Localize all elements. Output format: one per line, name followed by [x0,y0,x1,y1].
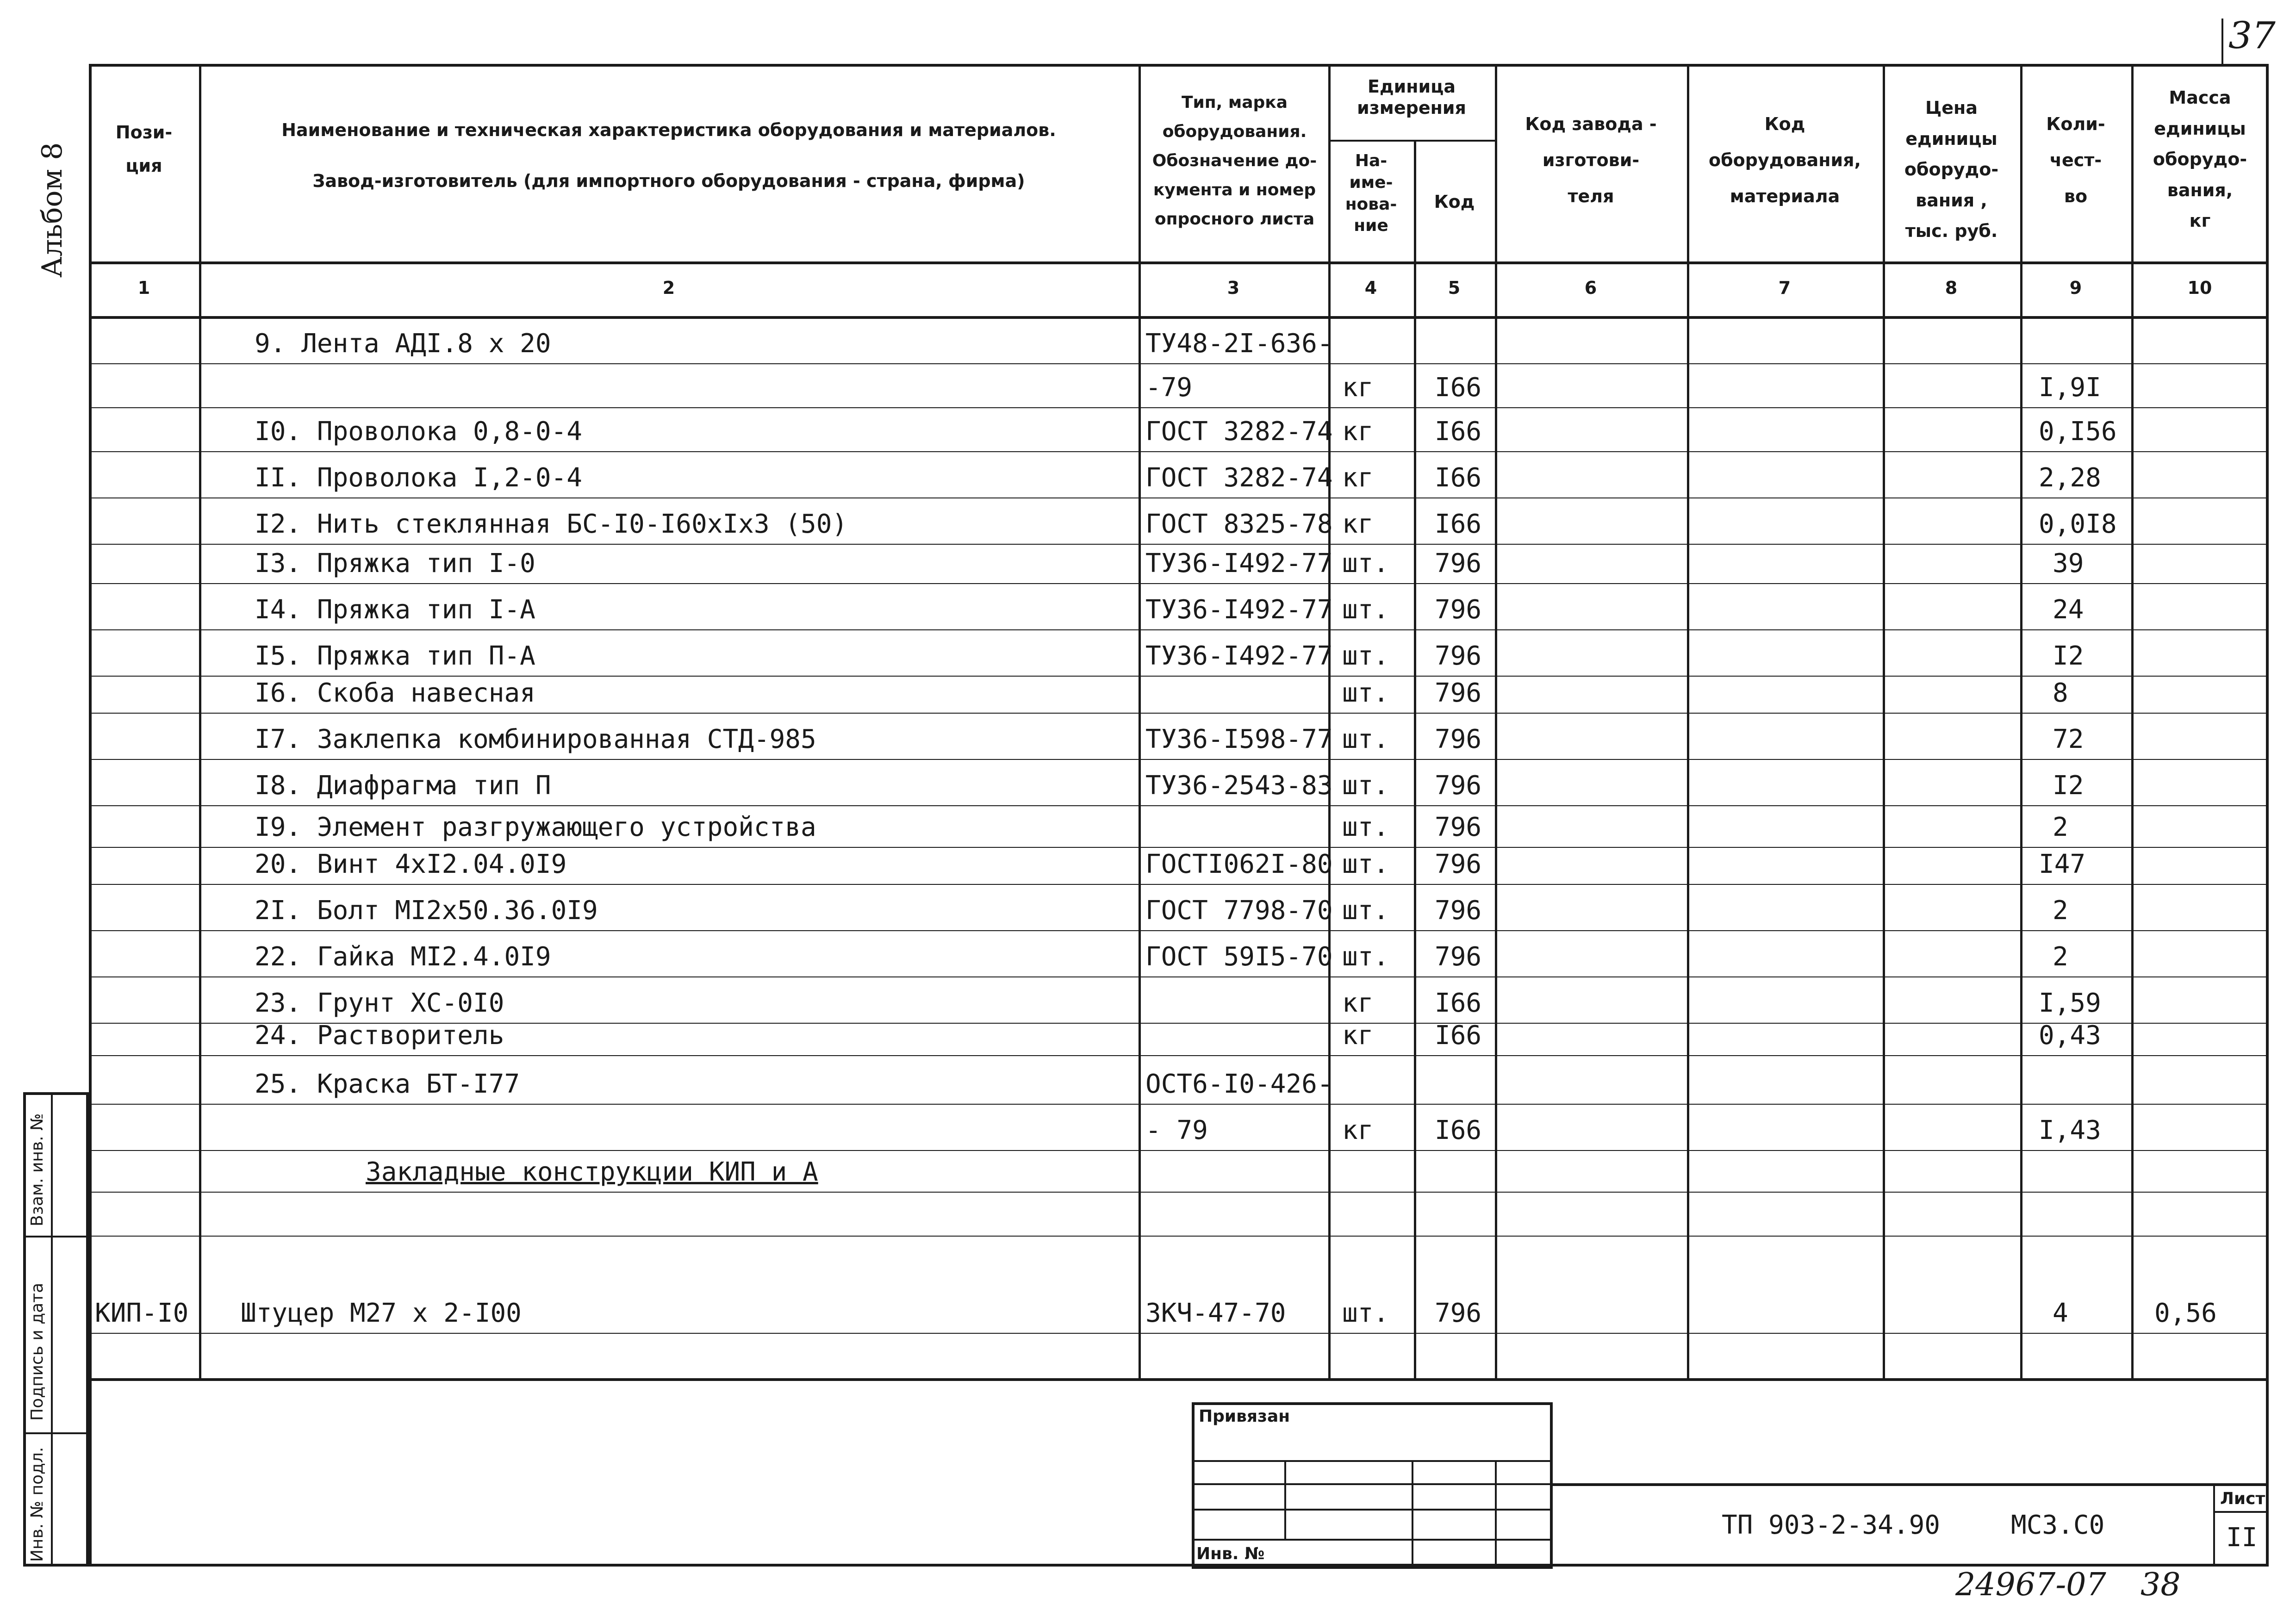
hdr-factory-code: Код завода - изготови- теля [1525,114,1657,206]
row-cell-qty: 2 [2053,942,2068,972]
doc-code-line [1553,1483,2269,1486]
row-cell-code: 796 [1435,812,1482,842]
hdr-type: Тип, марка оборудования. Обозначение до- кумента и номер опросного листа [1152,93,1317,229]
row-cell-qty: 4 [2053,1298,2068,1328]
row-divider [89,759,2269,760]
row-cell-type: ТУ36-I492-77 [1145,641,1333,671]
row-divider [89,451,2269,452]
row-cell-qty: 0,43 [2039,1020,2101,1051]
row-cell-code: I66 [1435,1115,1482,1145]
hdr-unit-name: На- име- нова- ние [1345,151,1397,236]
side-stamp-line [23,1432,89,1434]
bottom-handwritten-number: 24967-07 [1955,1567,2106,1603]
colnum-2: 2 [662,278,675,298]
row-divider [89,1104,2269,1105]
row-cell-qty: I,59 [2039,988,2101,1018]
header-bottom-line [89,261,2269,264]
row-cell-qty: 2 [2053,895,2068,926]
row-cell-code: 796 [1435,1298,1482,1328]
row-divider [89,930,2269,931]
col-line [1495,64,1497,1378]
row-divider [89,1333,2269,1334]
table-end-line [89,1378,2269,1381]
row-cell-type: ТУ36-I492-77 [1145,548,1333,578]
stamp-signature-date: Подпись и дата [28,1282,47,1421]
stamp-line [1192,1483,1553,1485]
row-cell-code: 796 [1435,595,1482,625]
doc-mark: МС3.С0 [2011,1510,2105,1540]
row-cell-unit: кг [1342,417,1374,447]
side-stamp-divider [51,1092,53,1567]
row-cell-type: ОСТ6-I0-426- [1145,1069,1333,1099]
row-cell-name: 20. Винт 4хI2.04.0I9 [255,849,567,879]
unit-split-line [1328,140,1495,142]
row-cell-qty: I,43 [2039,1115,2101,1145]
row-divider [89,676,2269,677]
row-cell-unit: шт. [1342,595,1389,625]
colnum-7: 7 [1778,278,1791,298]
row-divider [89,363,2269,364]
col-line [199,64,201,1378]
row-divider [89,884,2269,885]
colnum-10: 10 [2187,278,2212,298]
row-divider [89,629,2269,630]
row-cell-type: ГОСТ 59I5-70 [1145,942,1333,972]
row-cell-type: ТУ36-2543-83 [1145,771,1333,801]
row-cell-code: 796 [1435,724,1482,754]
row-cell-code: I66 [1435,463,1482,493]
row-divider [89,805,2269,806]
row-cell-code: I66 [1435,509,1482,539]
col-line [2020,64,2022,1378]
row-cell-code: 796 [1435,895,1482,926]
side-stamp-line [23,1236,89,1237]
row-cell-code: 796 [1435,548,1482,578]
row-cell-type: ТУ36-I492-77 [1145,595,1333,625]
stamp-line [1192,1509,1553,1511]
row-cell-unit: шт. [1342,1298,1389,1328]
row-cell-unit: шт. [1342,641,1389,671]
row-divider [89,1192,2269,1193]
hdr-equip-code: Код оборудования, материала [1709,114,1861,206]
row-cell-name: I4. Пряжка тип I-А [255,595,535,625]
row-cell-type: ТУ48-2I-636- [1145,329,1333,359]
row-cell-name: I8. Диафрагма тип П [255,771,551,801]
row-cell-qty: I2 [2053,641,2084,671]
row-cell-name: 24. Растворитель [255,1020,504,1051]
row-cell-unit: шт. [1342,942,1389,972]
hdr-name-1: Наименование и техническая характеристика оборудования и материалов. [281,120,1056,140]
row-cell-unit: кг [1342,373,1374,403]
row-cell-name: 2I. Болт МI2х50.36.0I9 [255,895,598,926]
row-cell-qty: 0,0I8 [2039,509,2117,539]
row-divider [89,1055,2269,1056]
row-cell-name: II. Проволока I,2-0-4 [255,463,583,493]
hdr-unit-code: Код [1434,192,1475,212]
row-cell-name: I3. Пряжка тип I-0 [255,548,535,578]
hdr-quantity: Коли- чест- во [2046,114,2105,206]
row-cell-code: 796 [1435,641,1482,671]
stamp-line [1192,1460,1553,1462]
row-cell-code: I66 [1435,373,1482,403]
sheet-number: II [2226,1523,2258,1553]
row-cell-unit: шт. [1342,724,1389,754]
bound-stamp [1192,1402,1553,1569]
row-cell-unit: кг [1342,1115,1374,1145]
row-cell-unit: шт. [1342,548,1389,578]
col-line [1328,64,1331,1378]
row-cell-unit: шт. [1342,812,1389,842]
row-cell-qty: 0,I56 [2039,417,2117,447]
row-cell-name: 25. Краска БТ-I77 [255,1069,520,1099]
hdr-position: Пози- ция [115,122,173,176]
colnum-4: 4 [1364,278,1377,298]
row-cell-qty: I2 [2053,771,2084,801]
row-cell-unit: кг [1342,1020,1374,1051]
row-cell-type: ГОСТ 7798-70 [1145,895,1333,926]
row-cell-name: I9. Элемент разгружающего устройства [255,812,816,842]
row-cell-pos: КИП-I0 [95,1298,189,1328]
row-cell-qty: 2,28 [2039,463,2101,493]
row-cell-name: 9. Лента АДI.8 х 20 [255,329,551,359]
album-label: Альбом 8 [36,142,68,278]
row-cell-type: ГОСТ 8325-78 [1145,509,1333,539]
row-cell-unit: кг [1342,988,1374,1018]
stamp-vline [1412,1460,1413,1567]
row-cell-code: 796 [1435,771,1482,801]
colnum-1: 1 [137,278,150,298]
row-cell-qty: I,9I [2039,373,2101,403]
row-cell-unit: шт. [1342,678,1389,708]
col-line [1883,64,1885,1378]
page-number-top: 37 [2228,14,2276,57]
hdr-mass: Масса единицы оборудо- вания, кг [2153,87,2247,231]
colnum-bottom-line [89,316,2269,319]
col-line [2131,64,2134,1378]
stamp-line [1192,1539,1553,1541]
row-cell-code: I66 [1435,417,1482,447]
row-cell-type: 3КЧ-47-70 [1145,1298,1286,1328]
row-cell-type: -79 [1145,373,1193,403]
row-cell-qty: 8 [2053,678,2068,708]
col-line [1139,64,1141,1378]
hdr-price: Цена единицы оборудо- вания , тыс. руб. [1904,98,1999,241]
row-cell-type: - 79 [1145,1115,1208,1145]
row-cell-name: Закладные конструкции КИП и А [366,1157,818,1187]
bound-label: Привязан [1199,1407,1290,1426]
row-cell-name: I0. Проволока 0,8-0-4 [255,417,583,447]
row-cell-name: 22. Гайка МI2.4.0I9 [255,942,551,972]
sheet-label: Лист [2220,1489,2265,1508]
row-cell-qty: 39 [2053,548,2084,578]
row-divider [89,407,2269,408]
stamp-replace-inv: Взам. инв. № [28,1113,47,1226]
stamp-inv-original: Инв. № подл. [28,1447,47,1562]
row-divider [89,1150,2269,1151]
colnum-5: 5 [1448,278,1461,298]
colnum-6: 6 [1584,278,1597,298]
sheet-vline [2213,1483,2215,1567]
colnum-9: 9 [2069,278,2082,298]
row-cell-unit: шт. [1342,771,1389,801]
colnum-3: 3 [1227,278,1240,298]
row-cell-unit: шт. [1342,849,1389,879]
row-cell-name: I7. Заклепка комбинированная СТД-985 [255,724,816,754]
row-cell-qty: 2 [2053,812,2068,842]
row-cell-code: 796 [1435,849,1482,879]
row-cell-name: I6. Скоба навесная [255,678,535,708]
row-cell-unit: кг [1342,509,1374,539]
bottom-page-number: 38 [2140,1567,2181,1603]
row-cell-code: I66 [1435,988,1482,1018]
row-cell-code: 796 [1435,678,1482,708]
row-divider [89,847,2269,848]
row-cell-name: I5. Пряжка тип П-А [255,641,535,671]
row-cell-name: Штуцер М27 х 2-I00 [241,1298,522,1328]
row-cell-type: ГОСТ 3282-74 [1145,417,1333,447]
row-divider [89,497,2269,498]
row-cell-type: ГОСТI062I-80 [1145,849,1333,879]
sheet-line [2213,1511,2269,1513]
row-cell-code: 796 [1435,942,1482,972]
row-cell-mass: 0,56 [2154,1298,2217,1328]
row-divider [89,544,2269,545]
row-divider [89,583,2269,584]
row-divider [89,713,2269,714]
row-cell-unit: кг [1342,463,1374,493]
row-cell-name: 23. Грунт ХС-0I0 [255,988,504,1018]
row-cell-type: ТУ36-I598-77 [1145,724,1333,754]
inv-no-label: Инв. № [1196,1544,1265,1563]
row-cell-code: I66 [1435,1020,1482,1051]
row-cell-name: I2. Нить стеклянная БС-I0-I60хIх3 (50) [255,509,848,539]
doc-code: ТП 903-2-34.90 [1722,1510,1941,1540]
row-cell-type: ГОСТ 3282-74 [1145,463,1333,493]
hdr-name-2: Завод-изготовитель (для импортного оборудования - страна, фирма) [312,171,1025,191]
page-number-mark [2221,19,2223,65]
row-divider [89,1236,2269,1237]
stamp-vline [1495,1460,1497,1567]
stamp-vline [1284,1460,1286,1539]
colnum-8: 8 [1945,278,1958,298]
row-cell-qty: 72 [2053,724,2084,754]
col-line [1687,64,1689,1378]
row-cell-unit: шт. [1342,895,1389,926]
row-cell-qty: 24 [2053,595,2084,625]
hdr-unit: Единица измерения [1357,76,1466,118]
row-divider [89,976,2269,977]
row-cell-qty: I47 [2039,849,2086,879]
